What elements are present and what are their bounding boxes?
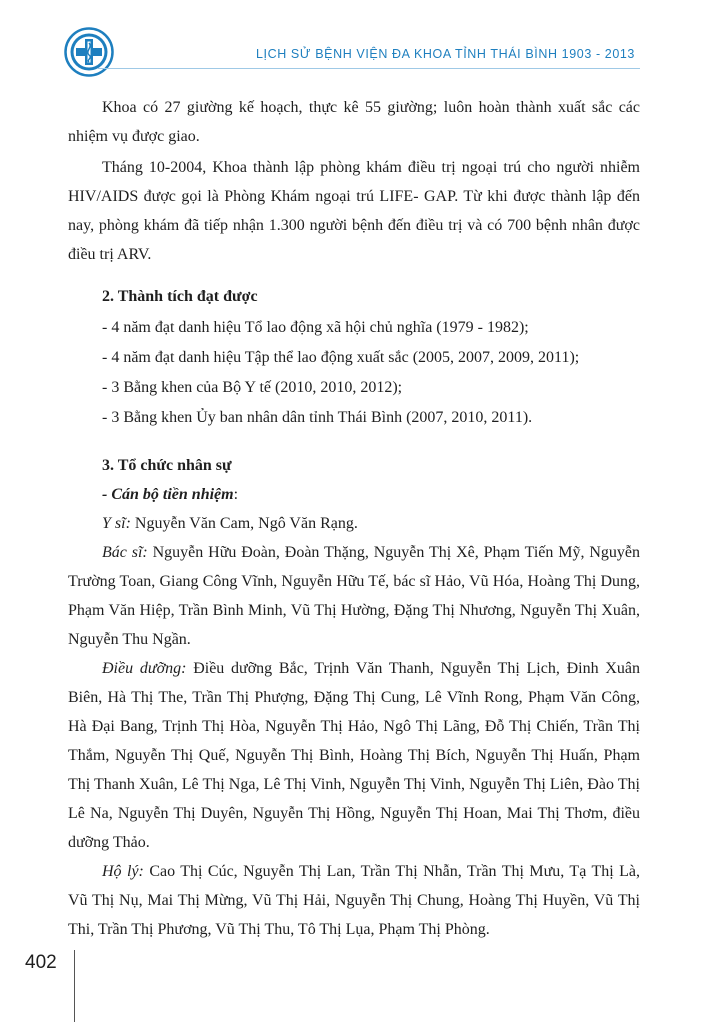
role-label-y-si: Y sĩ: xyxy=(102,515,131,532)
achievement-item: - 3 Bằng khen Ủy ban nhân dân tỉnh Thái Bình (2007, 2010, 2011). xyxy=(102,409,533,426)
staff-group-nurses xyxy=(68,654,640,857)
staff-group-assistant-doctors xyxy=(68,509,640,538)
paragraph-hiv-clinic: Tháng 10-2004, Khoa thành lập phòng khám điều trị ngoại trú cho người nhiễm HIV/AIDS được gọi là Phòng Khám ngoại trú LIFE- GAP. Từ khi được thành lập đến nay, phòng khám đã tiếp nhận 1.300 người bệnh đến điều trị và có 700 bệnh nhân được điều trị ARV. xyxy=(68,159,640,263)
page-number: 402 xyxy=(25,952,57,973)
role-label-ho-ly: Hộ lý: xyxy=(102,863,144,880)
header-divider xyxy=(98,68,640,69)
achievement-item: - 4 năm đạt danh hiệu Tập thể lao động xuất sắc (2005, 2007, 2009, 2011); xyxy=(102,349,580,366)
staff-group-doctors xyxy=(68,538,640,654)
achievement-item: - 3 Bằng khen của Bộ Y tế (2010, 2010, 2012); xyxy=(102,379,403,396)
names-dieu-duong: Điều dưỡng Bắc, Trịnh Văn Thanh, Nguyễn Thị Lịch, Đinh Xuân Biên, Hà Thị The, Trần Thị Phượng, Đặng Thị Cung, Lê Vĩnh Rong, Phạm Văn Công, Hà Đại Bang, Trịnh Thị Hòa, Nguyễn Thị Hảo, Ngô Thị Lãng, Đỗ Thị Chiến, Trần Thị Thắm, Nguyễn Thị Quế, Nguyễn Thị Bình, Hoàng Thị Bích, Nguyễn Thị Huấn, Phạm Thị Thanh Xuân, Lê Thị Nga, Lê Thị Vinh, Nguyễn Thị Vinh, Nguyễn Thị Liên, Đào Thị Lê Na, Nguyễn Thị Duyên, Nguyễn Thị Hồng, Nguyễn Thị Hoan, Mai Thị Thơm, điều dưỡng Thảo. xyxy=(68,660,640,851)
former-staff-subheading xyxy=(68,480,640,509)
hospital-emblem-icon xyxy=(64,27,114,77)
former-staff-subheading-text: - Cán bộ tiền nhiệm xyxy=(102,486,234,503)
role-label-dieu-duong: Điều dưỡng: xyxy=(102,660,187,677)
achievements-list xyxy=(68,313,640,433)
running-header-title: LỊCH SỬ BỆNH VIỆN ĐA KHOA TỈNH THÁI BÌNH 1903 - 2013 xyxy=(255,47,635,61)
section-personnel-heading: 3. Tổ chức nhân sự xyxy=(102,457,232,474)
page-number-divider xyxy=(74,950,75,1022)
section-achievements-heading: 2. Thành tích đạt được xyxy=(102,288,258,305)
role-label-bac-si: Bác sĩ: xyxy=(102,544,148,561)
names-ho-ly: Cao Thị Cúc, Nguyễn Thị Lan, Trần Thị Nhẫn, Trần Thị Mưu, Tạ Thị Là, Vũ Thị Nụ, Mai Thị Mừng, Vũ Thị Hải, Nguyễn Thị Chung, Hoàng Thị Huyền, Vũ Thị Thi, Trần Thị Phương, Vũ Thị Thu, Tô Thị Lụa, Phạm Thị Phòng. xyxy=(68,863,640,938)
staff-group-orderlies xyxy=(68,857,640,944)
achievement-item: - 4 năm đạt danh hiệu Tổ lao động xã hội chủ nghĩa (1979 - 1982); xyxy=(102,319,529,336)
names-bac-si: Nguyễn Hữu Đoàn, Đoàn Thặng, Nguyễn Thị Xê, Phạm Tiến Mỹ, Nguyễn Trường Toan, Giang Công Vĩnh, Nguyễn Hữu Tế, bác sĩ Hảo, Vũ Hóa, Hoàng Thị Dung, Phạm Văn Hiệp, Trần Bình Minh, Vũ Thị Hường, Đặng Thị Nhương, Nguyễn Thị Xuân, Nguyễn Thu Ngần. xyxy=(68,544,640,648)
page-content xyxy=(68,93,640,944)
names-y-si: Nguyễn Văn Cam, Ngô Văn Rạng. xyxy=(130,515,358,532)
paragraph-bed-capacity: Khoa có 27 giường kế hoạch, thực kê 55 giường; luôn hoàn thành xuất sắc các nhiệm vụ được giao. xyxy=(68,99,640,145)
subheading-colon: : xyxy=(233,486,239,503)
